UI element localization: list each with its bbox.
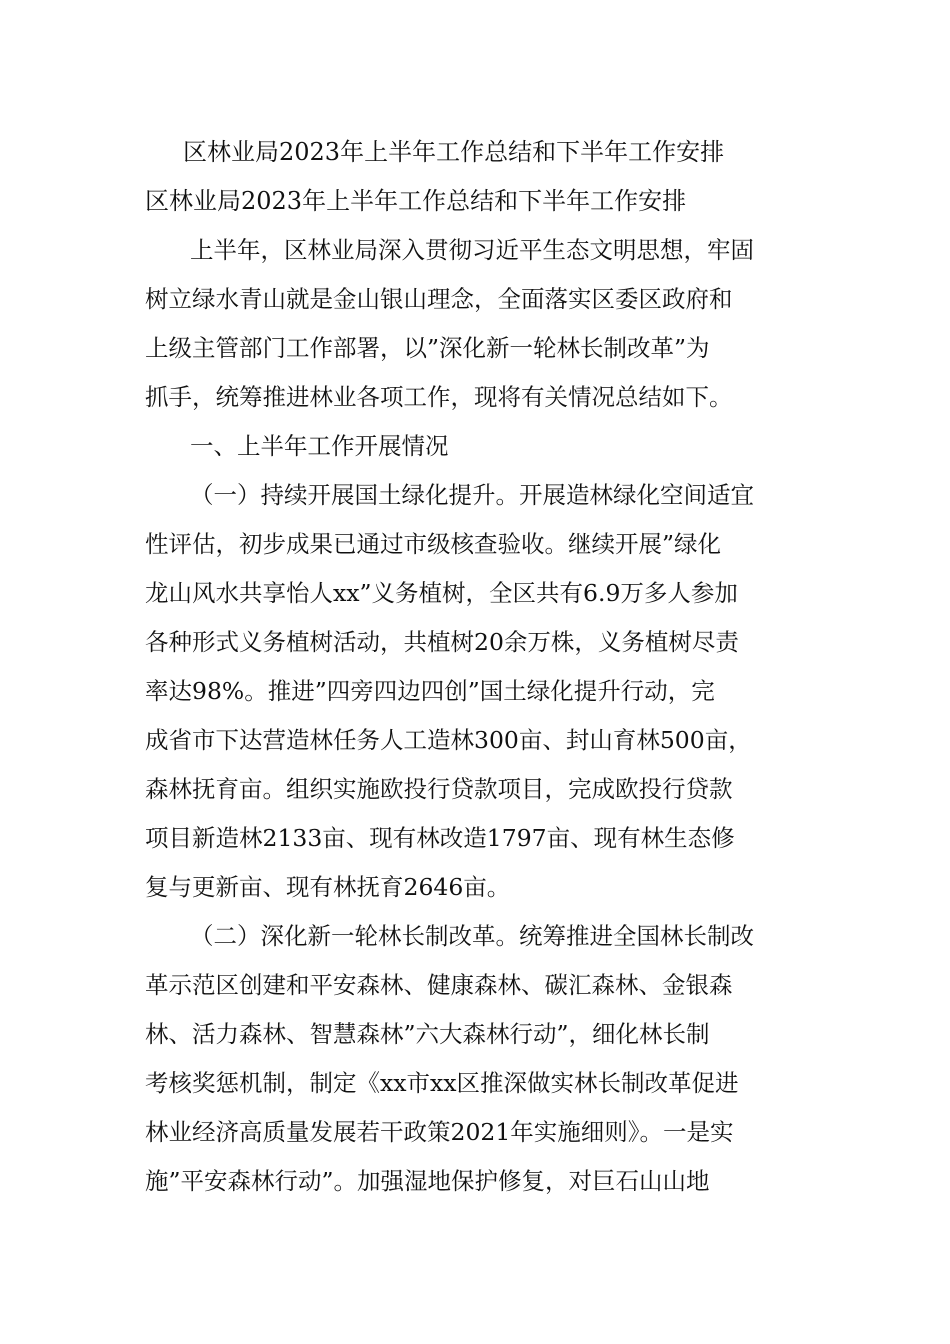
paragraph-line: 龙山风水共享怡人xx”义务植树，全区共有6.9万多人参加 (145, 579, 738, 607)
paragraph-line: 率达98%。推进”四旁四边四创”国土绿化提升行动，完 (145, 677, 715, 705)
paragraph-line: 复与更新亩、现有林抚育2646亩。 (145, 873, 511, 901)
paragraph-line: 森林抚育亩。组织实施欧投行贷款项目，完成欧投行贷款 (145, 775, 733, 803)
paragraph-line: 性评估，初步成果已通过市级核查验收。继续开展”绿化 (145, 530, 722, 558)
section-heading-text: 一、上半年工作开展情况 (190, 432, 449, 460)
document-title: 区林业局2023年上半年工作总结和下半年工作安排 (183, 138, 725, 166)
paragraph-line: 林业经济高质量发展若干政策2021年实施细则》。一是实 (145, 1118, 734, 1146)
paragraph-line: （一）持续开展国土绿化提升。开展造林绿化空间适宜 (190, 481, 754, 509)
section-heading (145, 422, 810, 471)
paragraph-line: 考核奖惩机制，制定《xx市xx区推深做实林长制改革促进 (145, 1069, 739, 1097)
document-title-repeat: 区林业局2023年上半年工作总结和下半年工作安排 (145, 187, 687, 215)
paragraph-intro (145, 226, 810, 422)
document-body (145, 128, 810, 1206)
paragraph-line: 林、活力森林、智慧森林”六大森林行动”，细化林长制 (145, 1020, 710, 1048)
paragraph-line: （二）深化新一轮林长制改革。统筹推进全国林长制改 (190, 922, 754, 950)
paragraph-line: 树立绿水青山就是金山银山理念，全面落实区委区政府和 (145, 285, 733, 313)
paragraph-greening (145, 471, 810, 912)
paragraph-line: 成省市下达营造林任务人工造林300亩、封山育林500亩， (145, 726, 752, 754)
paragraph-line: 抓手，统筹推进林业各项工作，现将有关情况总结如下。 (145, 383, 733, 411)
paragraph-line: 上半年，区林业局深入贯彻习近平生态文明思想，牢固 (190, 236, 754, 264)
paragraph-line: 施”平安森林行动”。加强湿地保护修复，对巨石山山地 (145, 1167, 710, 1195)
paragraph-line: 各种形式义务植树活动，共植树20余万株，义务植树尽责 (145, 628, 739, 656)
paragraph-line: 上级主管部门工作部署，以”深化新一轮林长制改革”为 (145, 334, 710, 362)
paragraph-line: 革示范区创建和平安森林、健康森林、碳汇森林、金银森 (145, 971, 733, 999)
paragraph-line: 项目新造林2133亩、现有林改造1797亩、现有林生态修 (145, 824, 735, 852)
paragraph-forest-chief-reform (145, 912, 810, 1206)
